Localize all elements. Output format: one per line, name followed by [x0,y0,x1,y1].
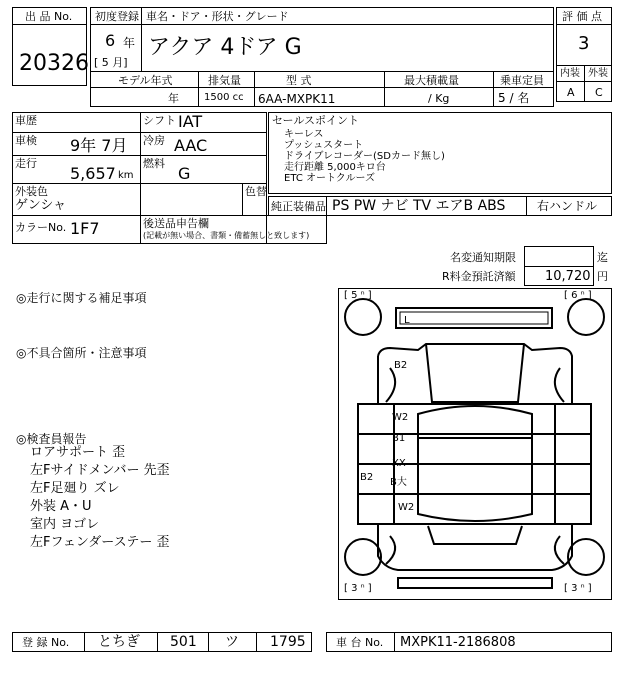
score-label-cell [556,7,612,25]
model-year-label: モデル年式 [118,74,173,87]
inspector-item: 室内 ヨゴレ [30,517,100,532]
mark-b1: B1 [392,433,406,444]
inspector-item: 左Fサイドメンバー 先歪 [30,463,170,478]
interior-grade-cell [556,81,585,102]
lot-number-cell [12,24,87,86]
max-load-label: 最大積載量 [404,74,459,87]
docs-label: 後送品申告欄 [143,217,209,230]
chassis-label: 車 台 No. [336,636,384,649]
exterior-label: 外装 [588,68,608,79]
handle-box [526,196,612,216]
aircon-label: 冷房 [143,134,165,147]
docs-note: (記載が無い場合、書類・備蓄無しと致します) [143,231,310,240]
reg-area: とちぎ [98,634,140,650]
inspector-item: 左F足廻り ズレ [30,481,120,496]
tire-rear-right [568,539,604,575]
inspection-label: 車検 [15,134,37,147]
docs-cell [140,215,327,244]
chassis-number: MXPK11-2186808 [400,635,516,650]
first-reg-year: 6 [105,31,116,50]
tire-front-right [568,299,604,335]
color-label: 外装色 [15,185,48,198]
mark-roof: L [404,315,410,326]
first-reg-value-cell [90,24,142,72]
mileage-label: 走行 [15,157,37,170]
aircon-value: AAC [174,136,208,155]
front-body [378,344,572,404]
tire-front-left [345,299,381,335]
driving-notes-title: ◎走行に関する補足事項 [16,291,147,305]
displacement-label: 排気量 [208,74,241,87]
score-label: 評 価 点 [562,10,602,23]
car-name: アクア 4ドア G [148,35,302,60]
interior-grade: A [567,86,575,99]
inspector-item: ロアサポート 歪 [30,445,126,460]
roof-top-view [396,308,552,328]
reg-number: 1795 [270,634,306,650]
type-label: 型 式 [286,74,312,87]
diagram-frame [339,289,612,600]
first-reg-label-cell [90,7,142,25]
mileage-value: 5,657 [70,164,116,183]
first-reg-year-unit: 年 [123,36,136,50]
recycle-value: 10,720 [545,269,591,284]
interior-label-cell [556,65,585,82]
inspection-value: 9年 7月 [70,136,128,155]
inspector-title: ◎検査員報告 [16,432,87,446]
equipment-value: PS PW ナビ TV エアB ABS [332,198,506,214]
name-label-cell [141,7,554,25]
recycle-label: R料金預託済額 [442,270,516,283]
mileage-unit: km [118,170,134,181]
sales-point-item: キーレス [284,129,324,140]
model-year-unit: 年 [168,92,179,105]
fuel-label: 燃料 [143,157,165,170]
repaint-label: 色替 [245,185,267,198]
tire-br-label: [ 3 ⁿ ] [564,583,592,594]
mark-b-large: B大 [390,477,407,488]
car-name-cell [141,24,554,72]
exterior-grade: C [595,86,603,99]
mark-xx: XX [392,458,406,469]
recycle-cell [524,266,594,286]
sales-points-label: セールスポイント [272,114,360,127]
shift-label: シフト [143,114,176,127]
mark-w2-top: W2 [392,412,409,423]
handle-value: 右ハンドル [537,199,598,213]
first-reg-month: [ 5 月] [94,56,128,69]
name-change-label: 名変通知期限 [450,251,516,264]
displacement: 1500 cc [204,92,244,103]
score: 3 [578,33,590,54]
exterior-label-cell [584,65,612,82]
inspector-item: 外装 A・U [30,499,92,514]
recycle-unit: 円 [597,270,608,283]
sales-point-item: 走行距離 5,000キロ台 [284,162,386,173]
name-label: 車名・ドア・形状・グレード [146,10,289,23]
max-load: / Kg [428,92,450,105]
shift-value: IAT [178,112,203,131]
interior-label: 内装 [560,68,580,79]
name-change-unit: 迄 [597,251,608,264]
reg-label: 登 録 No. [22,636,70,649]
tire-rear-left [345,539,381,575]
lot-label: 出 品 No. [25,10,73,23]
car-damage-diagram [338,288,612,600]
first-reg-label: 初度登録 [95,10,139,23]
reg-class: 501 [170,634,197,650]
color-value: ゲンシャ [15,198,67,213]
model-type: 6AA-MXPK11 [258,92,336,106]
name-change-cell [524,246,594,267]
lot-label-cell [12,7,87,25]
tire-bl-label: [ 3 ⁿ ] [344,583,372,594]
equipment-label: 純正装備品 [271,200,326,213]
color-no-value: 1F7 [70,219,100,238]
rear-body [378,524,572,570]
mark-hood: B2 [394,360,408,371]
tire-tr-label: [ 6 ⁿ ] [564,290,592,301]
sales-point-item: ETC オートクルーズ [284,173,376,184]
score-cell [556,24,612,66]
defects-title: ◎不具合箇所・注意事項 [16,346,147,360]
reg-kana: ツ [225,634,239,650]
mark-b2-side: B2 [360,472,374,483]
sales-point-item: ドライブレコーダー(SDカード無し) [284,151,445,162]
tire-tl-label: [ 5 ⁿ ] [344,290,372,301]
sales-point-item: プッシュスタート [284,140,364,151]
capacity: 5 / 名 [498,91,530,105]
fuel-value: G [178,164,191,183]
mark-w2-bottom: W2 [398,502,415,513]
lot-number: 20326 [19,51,89,76]
color-no-label: カラーNo. [15,221,67,234]
inspector-item: 左Fフェンダーステー 歪 [30,535,170,550]
history-label: 車歴 [15,114,37,127]
exterior-grade-cell [584,81,612,102]
capacity-label: 乗車定員 [500,74,544,87]
